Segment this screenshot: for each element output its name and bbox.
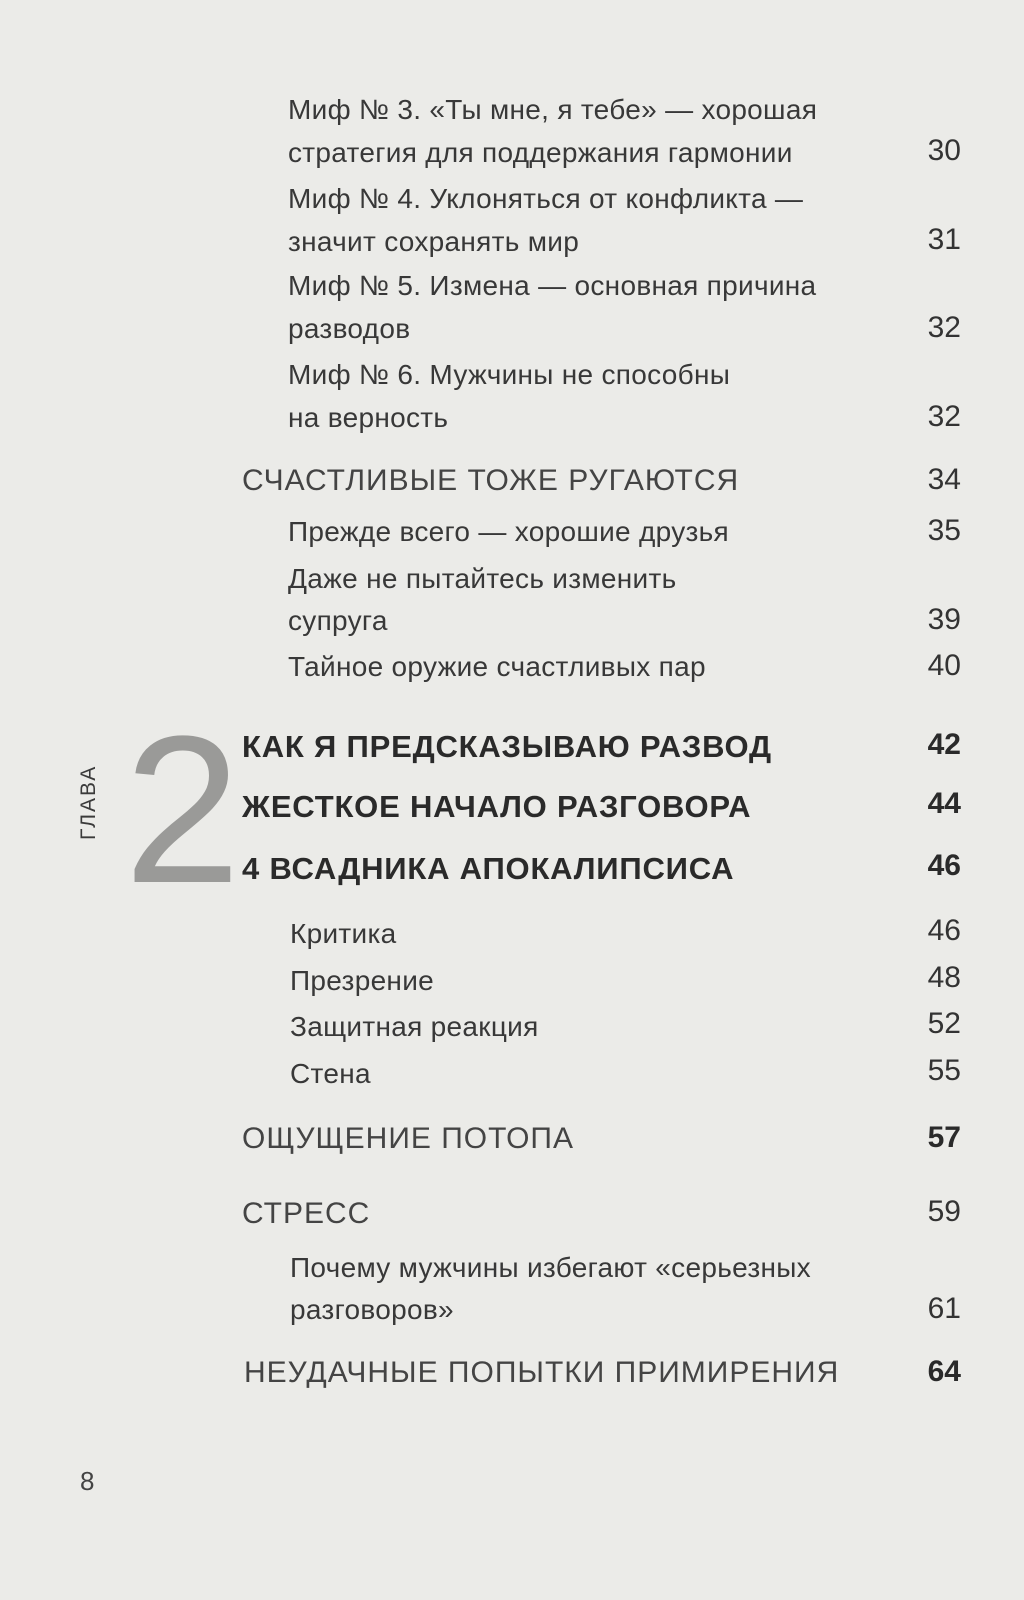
toc-entry-text: значит сохранять мир <box>288 226 580 257</box>
toc-page-number: 32 <box>927 400 961 433</box>
toc-page-number: 32 <box>927 311 961 344</box>
toc-page-number: 44 <box>927 787 961 820</box>
toc-entry-text: Защитная реакция <box>290 1011 539 1042</box>
toc-page-number: 64 <box>927 1355 961 1388</box>
toc-chapter-heading: 4 ВСАДНИКА АПОКАЛИПСИСА <box>242 851 735 886</box>
toc-page-number: 52 <box>927 1007 961 1040</box>
toc-page-number: 39 <box>927 603 961 636</box>
toc-entry-text: стратегия для поддержания гармонии <box>288 137 793 168</box>
toc-entry-text: разговоров» <box>290 1294 454 1325</box>
chapter-number: 2 <box>124 692 241 927</box>
toc-entry-text: Презрение <box>290 965 435 996</box>
toc-entry-text: супруга <box>288 605 388 636</box>
toc-page-number: 34 <box>927 463 961 496</box>
page-number: 8 <box>80 1466 95 1496</box>
toc-page-number: 59 <box>927 1195 961 1228</box>
toc-page-number: 46 <box>927 849 961 882</box>
toc-section-title: СЧАСТЛИВЫЕ ТОЖЕ РУГАЮТСЯ <box>242 464 740 497</box>
toc-page-number: 55 <box>927 1054 961 1087</box>
toc-page-number: 31 <box>927 223 961 256</box>
toc-chapter-heading: ЖЕСТКОЕ НАЧАЛО РАЗГОВОРА <box>242 789 752 824</box>
toc-page-number: 57 <box>927 1121 961 1154</box>
toc-entry-text: Прежде всего — хорошие друзья <box>288 516 729 547</box>
toc-page-number: 40 <box>927 649 961 682</box>
toc-entry-text: Стена <box>290 1058 371 1089</box>
toc-entry-text: Миф № 6. Мужчины не способны <box>288 359 731 390</box>
toc-entry-text: Миф № 3. «Ты мне, я тебе» — хорошая <box>288 94 818 125</box>
chapter-label: ГЛАВА <box>77 764 100 840</box>
toc-page-number: 48 <box>927 961 961 994</box>
toc-section-title: НЕУДАЧНЫЕ ПОПЫТКИ ПРИМИРЕНИЯ <box>244 1356 840 1389</box>
toc-entry-text: Почему мужчины избегают «серьезных <box>290 1252 811 1283</box>
toc-entry-text: Критика <box>290 918 397 949</box>
toc-entry-text: Миф № 5. Измена — основная причина <box>288 270 817 301</box>
toc-page-number: 61 <box>927 1292 961 1325</box>
toc-page-number: 42 <box>927 728 961 761</box>
toc-entry-text: Миф № 4. Уклоняться от конфликта — <box>288 183 804 214</box>
toc-section-title: ОЩУЩЕНИЕ ПОТОПА <box>242 1122 575 1155</box>
toc-entry-text: Даже не пытайтесь изменить <box>288 563 677 594</box>
toc-page-number: 35 <box>927 514 961 547</box>
toc-entry-text: на верность <box>288 402 449 433</box>
toc-page-number: 30 <box>927 134 961 167</box>
toc-page-number: 46 <box>927 914 961 947</box>
toc-section-title: СТРЕСС <box>242 1197 371 1230</box>
toc-entry-text: Тайное оружие счастливых пар <box>288 651 706 682</box>
toc-chapter-heading: КАК Я ПРЕДСКАЗЫВАЮ РАЗВОД <box>242 729 772 764</box>
toc-entry-text: разводов <box>288 313 411 344</box>
